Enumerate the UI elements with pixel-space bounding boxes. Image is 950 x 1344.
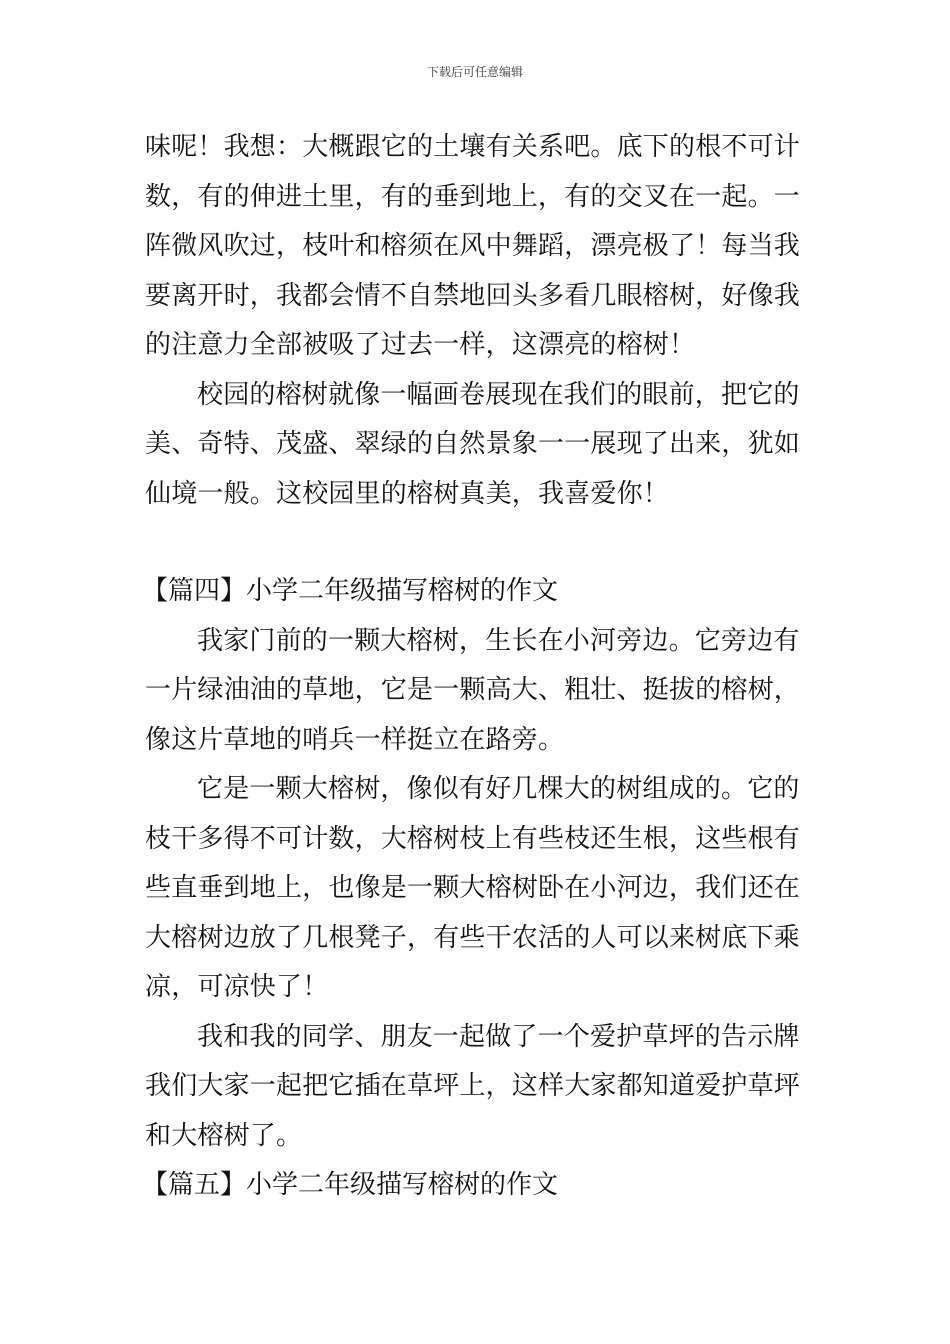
section-heading: 【篇四】小学二年级描写榕树的作文 (142, 576, 559, 606)
text-line: 仙境一般。这校园里的榕树真美，我喜爱你！ (145, 478, 670, 509)
paragraph (145, 765, 807, 1013)
paragraph (145, 617, 807, 766)
text-line: 我们大家一起把它插在草坪上，这样大家都知道爱护草坪 (145, 1071, 801, 1101)
text-line: 校园的榕树就像一幅画卷展现在我们的眼前，把它的 (197, 379, 800, 410)
document-body (142, 123, 807, 1211)
text-line: 我和我的同学、朋友一起做了一个爱护草坪的告示牌 (197, 1021, 800, 1052)
text-line: 大榕树边放了几根凳子，有些干农活的人可以来树底下乘 (145, 922, 801, 953)
page-header-note: 下载后可任意编辑 (426, 65, 523, 79)
text-line: 枝干多得不可计数，大榕树枝上有些枝还生根，这些根有 (145, 823, 801, 854)
text-line: 和大榕树了。 (145, 1120, 303, 1151)
text-line: 美、奇特、茂盛、翠绿的自然景象一一展现了出来，犹如 (145, 429, 801, 459)
text-line: 的注意力全部被吸了过去一样，这漂亮的榕树！ (145, 330, 696, 360)
paragraph (145, 1013, 807, 1162)
text-line: 像这片草地的哨兵一样挺立在路旁。 (145, 724, 565, 755)
section-heading: 【篇五】小学二年级描写榕树的作文 (142, 1170, 559, 1200)
text-line: 要离开时，我都会情不自禁地回头多看几眼榕树，好像我 (145, 280, 801, 311)
text-line: 味呢！我想：大概跟它的土壤有关系吧。底下的根不可计 (145, 132, 801, 162)
text-line: 它是一颗大榕树，像似有好几棵大的树组成的。它的 (197, 774, 800, 804)
paragraph (145, 123, 807, 371)
paragraph (145, 371, 807, 520)
text-line: 凉，可凉快了！ (145, 972, 329, 1002)
text-line: 一片绿油油的草地，它是一颗高大、粗壮、挺拔的榕树， (145, 675, 801, 705)
text-line: 数，有的伸进土里，有的垂到地上，有的交叉在一起。一 (145, 181, 801, 212)
text-line: 些直垂到地上，也像是一颗大榕树卧在小河边，我们还在 (145, 873, 801, 903)
text-line: 我家门前的一颗大榕树，生长在小河旁边。它旁边有 (197, 625, 800, 656)
text-line: 阵微风吹过，枝叶和榕须在风中舞蹈，漂亮极了！每当我 (145, 231, 801, 261)
